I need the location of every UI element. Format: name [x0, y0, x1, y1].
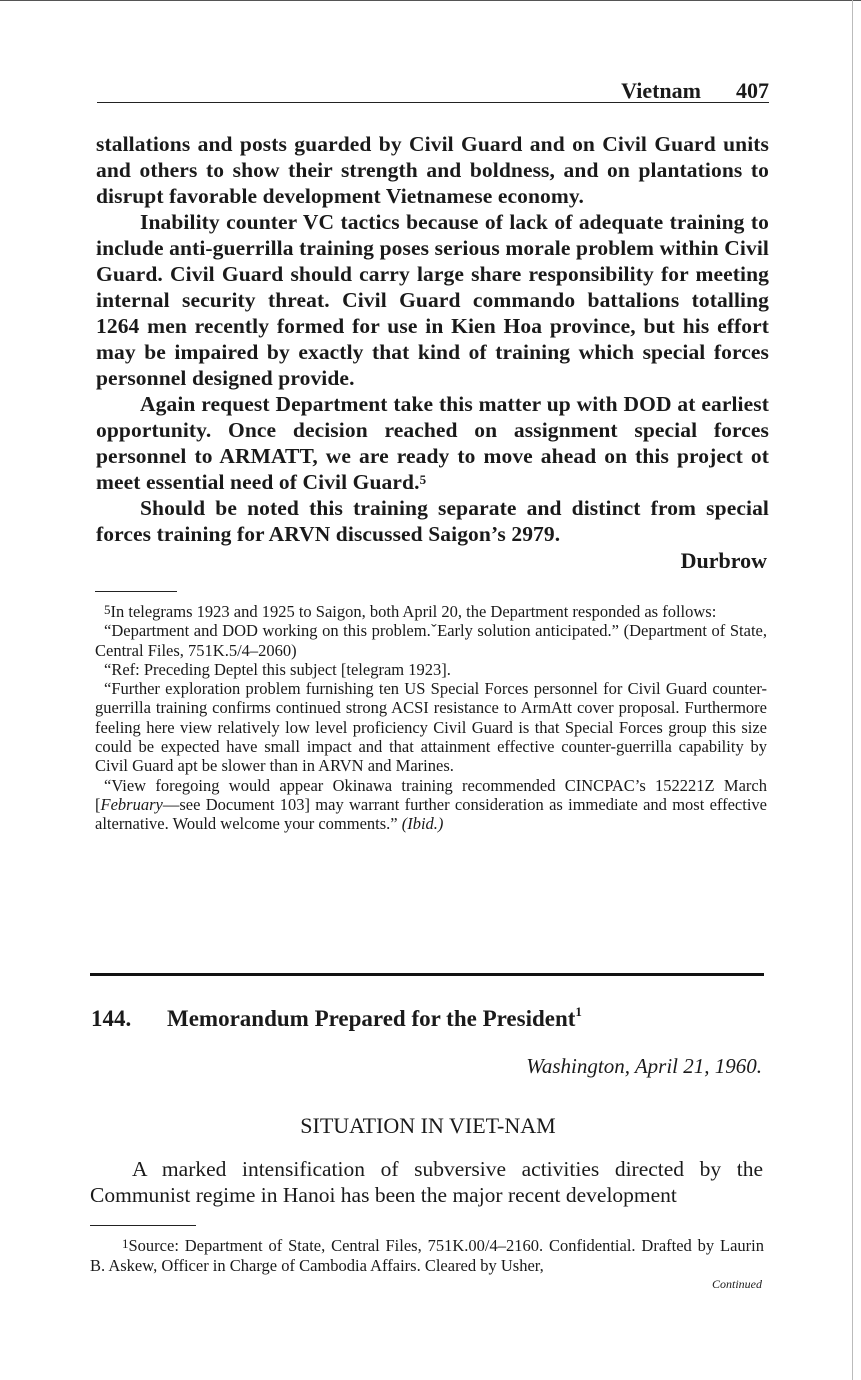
telegram-body [96, 131, 769, 547]
footnote-ref-5[interactable]: 5 [419, 472, 427, 487]
signature: Durbrow [680, 548, 767, 573]
footnote-5-quote-4 [95, 776, 767, 834]
footnote-5-quote-4-italic: February [100, 794, 163, 814]
footnote-5-ibid: (Ibid.) [401, 814, 444, 834]
running-head [97, 76, 769, 103]
footnote-5-quote-4-b: —see Document 103] may warrant further consideration as immediate and most effective alternative. Would welcome your comments.” [95, 794, 767, 834]
page-top-edge [0, 0, 861, 1]
page-number: 407 [736, 78, 769, 103]
page-right-edge [852, 0, 853, 1380]
running-head-title: Vietnam [621, 78, 701, 103]
document-number: 144. [91, 1006, 132, 1031]
footnote-1-marker: 1 [122, 1236, 129, 1251]
body-paragraph-4: Should be noted this training separate and distinct from special forces training for ARVN discussed Saigon’s 2979. [96, 496, 769, 546]
continued-label: Continued [712, 1277, 762, 1291]
body-paragraph-3-text: Again request Department take this matter up with DOD at earliest opportunity. Once decision reached on assignment special forces personnel to ARMATT, we are ready to move ahead on this project ot meet essential need of Civil Guard. [96, 392, 769, 494]
footnote-5-intro-text: In telegrams 1923 and 1925 to Saigon, both April 20, the Department responded as follows: [110, 602, 717, 621]
document-title: Memorandum Prepared for the President [167, 1006, 576, 1031]
footnote-5 [95, 602, 767, 834]
body-paragraph-1: stallations and posts guarded by Civil Guard and on Civil Guard units and others to show their strength and boldness, and on plantations to disrupt favorable development Vietnamese economy. [96, 132, 769, 208]
body-paragraph-3 [96, 391, 769, 495]
document-heading [91, 1006, 765, 1032]
footnote-5-quote-4-a: “View foregoing would appear Okinawa training recommended CINCPAC’s 152221Z March [ [95, 775, 767, 814]
footnote-rule-top [95, 591, 177, 592]
footnote-5-quote-2: “Ref: Preceding Deptel this subject [telegram 1923]. [104, 659, 451, 679]
footnote-rule-bottom [90, 1225, 196, 1226]
place-date: Washington, April 21, 1960. [526, 1054, 762, 1078]
footnote-5-quote-3: “Further exploration problem furnishing ten US Special Forces personnel for Civil Guard counter-guerrilla training confirms continued strong ACSI resistance to ArmAtt cover proposal. Furthermore feeling here view relatively low level proficiency Civil Guard is that Special Forces group this size could be expected have small impact and that attainment effective counter-guerrilla capability by Civil Guard apt be slower than in ARVN and Marines. [95, 679, 767, 776]
body-paragraph-2: Inability counter VC tactics because of lack of adequate training to include anti-guerrilla training poses serious morale problem within Civil Guard. Civil Guard should carry large share responsibility for meeting internal security threat. Civil Guard commando battalions totalling 1264 men recently formed for use in Kien Hoa province, but his effort may be impaired by exactly that kind of training which special forces personnel designed provide. [96, 210, 769, 390]
footnote-5-quote-1: “Department and DOD working on this problem.ˇEarly solution anticipated.” (Department of State, Central Files, 751K.5/4–2060) [95, 621, 767, 660]
memo-body [90, 1156, 763, 1208]
footnote-ref-1[interactable]: 1 [575, 1004, 582, 1019]
memo-paragraph-1: A marked intensification of subversive activities directed by the Communist regime in Hanoi has been the major recent development [90, 1157, 763, 1207]
memo-subject: SITUATION IN VIET-NAM [300, 1113, 556, 1138]
section-divider [90, 973, 764, 976]
footnote-1-text-wrap [90, 1236, 764, 1275]
footnote-1 [90, 1236, 764, 1275]
footnote-1-text: Source: Department of State, Central Files, 751K.00/4–2160. Confidential. Drafted by Laurin B. Askew, Officer in Charge of Cambodia Affairs. Cleared by Usher, [90, 1236, 764, 1275]
footnote-5-intro [95, 602, 767, 621]
footnote-5-marker: 5 [104, 602, 111, 617]
